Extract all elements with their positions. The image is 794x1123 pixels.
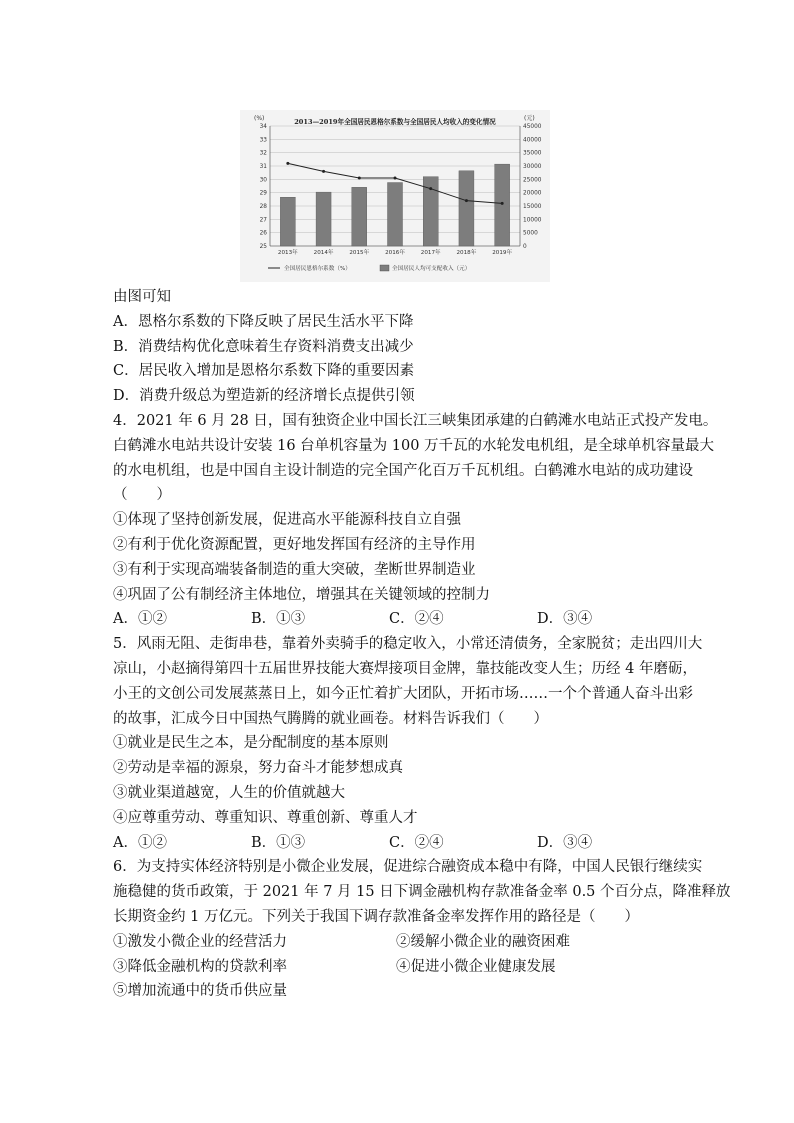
x-tick-label: 2018年 bbox=[456, 250, 477, 256]
q5-item-4: ④应尊重劳动、尊重知识、尊重创新、尊重人才 bbox=[113, 809, 418, 826]
q6-stem-line-3: 长期资金约 1 万亿元。下列关于我国下调存款准备金率发挥作用的路径是（ ） bbox=[113, 908, 639, 925]
bar-layer bbox=[280, 164, 509, 246]
x-tick-label: 2014年 bbox=[313, 250, 334, 256]
intro-text: 由图可知 bbox=[113, 289, 171, 305]
q4-item-1: ①体现了坚持创新发展，促进高水平能源科技自立自强 bbox=[113, 512, 461, 529]
q4-stem-line-1: 4．2021 年 6 月 28 日，国有独资企业中国长江三峡集团承建的白鹤滩水电站正式投产发电。 bbox=[113, 412, 718, 429]
right-tick-label: 45000 bbox=[523, 124, 542, 130]
q4-stem-line-3: 的水电机组，也是中国自主设计制造的完全国产化百万千瓦机组。白鹤滩水电站的成功建设 bbox=[113, 462, 693, 479]
question-content bbox=[113, 285, 731, 1004]
engel-coefficient-point bbox=[394, 177, 397, 180]
q4-item-4: ④巩固了公有制经济主体地位，增强其在关键领域的控制力 bbox=[113, 586, 490, 603]
left-tick-label: 32 bbox=[259, 150, 267, 157]
q5-item-1: ①就业是民生之本，是分配制度的基本原则 bbox=[113, 735, 389, 752]
q5-stem-line-3: 小王的文创公司发展蒸蒸日上，如今正忙着扩大团队，开拓市场……一个个普通人奋斗出彩 bbox=[113, 685, 693, 702]
left-tick-label: 26 bbox=[259, 230, 267, 237]
q6-item-3: ③降低金融机构的贷款利率 bbox=[113, 958, 287, 975]
q5-stem-line-1: 5．风雨无阻、走街串巷，靠着外卖骑手的稳定收入，小常还清债务，全家脱贫；走出四川大 bbox=[113, 636, 703, 653]
legend-bar-swatch bbox=[380, 265, 389, 271]
q5-option-c: C．②④ bbox=[389, 834, 444, 851]
chart-legend bbox=[268, 264, 470, 272]
right-tick-label: 30000 bbox=[523, 164, 542, 170]
right-tick-label: 5000 bbox=[523, 230, 538, 237]
chart-figure bbox=[240, 110, 550, 282]
income-bar bbox=[316, 192, 331, 246]
right-tick-label: 0 bbox=[523, 244, 527, 250]
income-bar bbox=[495, 164, 510, 246]
engel-coefficient-point bbox=[501, 202, 504, 205]
right-tick-label: 35000 bbox=[523, 150, 542, 157]
q5-stem-line-2: 凉山，小赵摘得第四十五届世界技能大赛焊接项目金牌，靠技能改变人生；历经 4 年磨砺， bbox=[113, 660, 697, 677]
q6-item-2: ②缓解小微企业的融资困难 bbox=[396, 933, 570, 950]
engel-coefficient-point bbox=[322, 170, 325, 173]
left-tick-label: 31 bbox=[259, 164, 267, 170]
q5-item-3: ③就业渠道越宽，人生的价值就越大 bbox=[113, 784, 345, 801]
q5-item-2: ②劳动是幸福的源泉，努力奋斗才能梦想成真 bbox=[113, 760, 403, 777]
left-tick-label: 30 bbox=[259, 177, 267, 184]
chart-title: 2013—2019年全国居民恩格尔系数与全国居民人均收入的变化情况 bbox=[294, 118, 496, 126]
income-bar bbox=[280, 197, 295, 246]
x-tick-label: 2016年 bbox=[385, 250, 405, 256]
left-axis-unit: (%) bbox=[254, 115, 265, 122]
legend-bar-label: 全国居民人均可支配收入（元） bbox=[392, 266, 471, 272]
right-tick-label: 20000 bbox=[523, 190, 542, 197]
left-tick-label: 33 bbox=[259, 137, 267, 144]
q5-option-a: A．①② bbox=[113, 834, 167, 851]
left-tick-label: 27 bbox=[259, 217, 267, 224]
q5-option-b: B．①③ bbox=[251, 834, 306, 851]
engel-coefficient-point bbox=[358, 177, 361, 180]
right-tick-label: 25000 bbox=[523, 177, 542, 184]
q4-item-2: ②有利于优化资源配置，更好地发挥国有经济的主导作用 bbox=[113, 536, 476, 553]
q4-option-c: C．②④ bbox=[389, 611, 444, 628]
left-tick-label: 28 bbox=[259, 204, 267, 210]
q4-stem-line-4: （ ） bbox=[113, 487, 171, 504]
engel-coefficient-point bbox=[286, 162, 289, 165]
right-axis-unit: (元) bbox=[524, 115, 535, 122]
q3-option-a: A．恩格尔系数的下降反映了居民生活水平下降 bbox=[113, 313, 414, 330]
x-tick-label: 2013年 bbox=[277, 250, 298, 256]
q4-option-d: D．③④ bbox=[537, 611, 593, 628]
legend-line-label: 全国居民恩格尔系数（%） bbox=[284, 266, 351, 272]
right-tick-label: 40000 bbox=[523, 137, 542, 144]
q6-item-4: ④促进小微企业健康发展 bbox=[396, 958, 556, 975]
x-tick-label: 2017年 bbox=[420, 250, 441, 256]
q4-options-row bbox=[113, 607, 693, 632]
q4-item-3: ③有利于实现高端装备制造的重大突破，垄断世界制造业 bbox=[113, 561, 476, 578]
q5-stem-line-4: 的故事，汇成今日中国热气腾腾的就业画卷。材料告诉我们（ ） bbox=[113, 710, 548, 727]
income-bar bbox=[388, 183, 403, 246]
income-bar bbox=[459, 171, 474, 246]
q3-option-c: C．居民收入增加是恩格尔系数下降的重要因素 bbox=[113, 363, 415, 380]
left-tick-label: 29 bbox=[259, 190, 267, 197]
right-tick-label: 10000 bbox=[523, 217, 542, 224]
q6-stem-line-1: 6．为支持实体经济特别是小微企业发展，促进综合融资成本稳中有降，中国人民银行继续实 bbox=[113, 859, 703, 876]
right-tick-label: 15000 bbox=[523, 204, 542, 210]
q6-items-row-1 bbox=[113, 930, 693, 955]
q4-stem-line-2: 白鹤滩水电站共设计安装 16 台单机容量为 100 万千瓦的水轮发电机组，是全球单机容量最大 bbox=[113, 437, 715, 454]
q6-item-5: ⑤增加流通中的货币供应量 bbox=[113, 983, 287, 1000]
q4-option-a: A．①② bbox=[113, 611, 167, 628]
left-tick-label: 25 bbox=[259, 244, 267, 250]
chart-svg bbox=[240, 110, 550, 282]
x-tick-label: 2015年 bbox=[349, 250, 370, 256]
income-bar bbox=[352, 187, 367, 246]
q6-item-1: ①激发小微企业的经营活力 bbox=[113, 933, 287, 950]
q6-items-row-2 bbox=[113, 955, 693, 980]
q6-stem-line-2: 施稳健的货币政策，于 2021 年 7 月 15 日下调金融机构存款准备金率 0.5 个百分点，降准释放 bbox=[113, 884, 731, 901]
engel-coefficient-point bbox=[429, 187, 432, 190]
left-tick-label: 34 bbox=[259, 124, 267, 130]
q3-option-b: B．消费结构优化意味着生存资料消费支出减少 bbox=[113, 338, 414, 355]
q4-option-b: B．①③ bbox=[251, 611, 306, 628]
q3-option-d: D．消费升级总为塑造新的经济增长点提供引领 bbox=[113, 388, 415, 405]
q5-options-row bbox=[113, 831, 693, 856]
x-tick-label: 2019年 bbox=[492, 250, 513, 256]
q5-option-d: D．③④ bbox=[537, 834, 593, 851]
engel-coefficient-point bbox=[465, 199, 468, 202]
